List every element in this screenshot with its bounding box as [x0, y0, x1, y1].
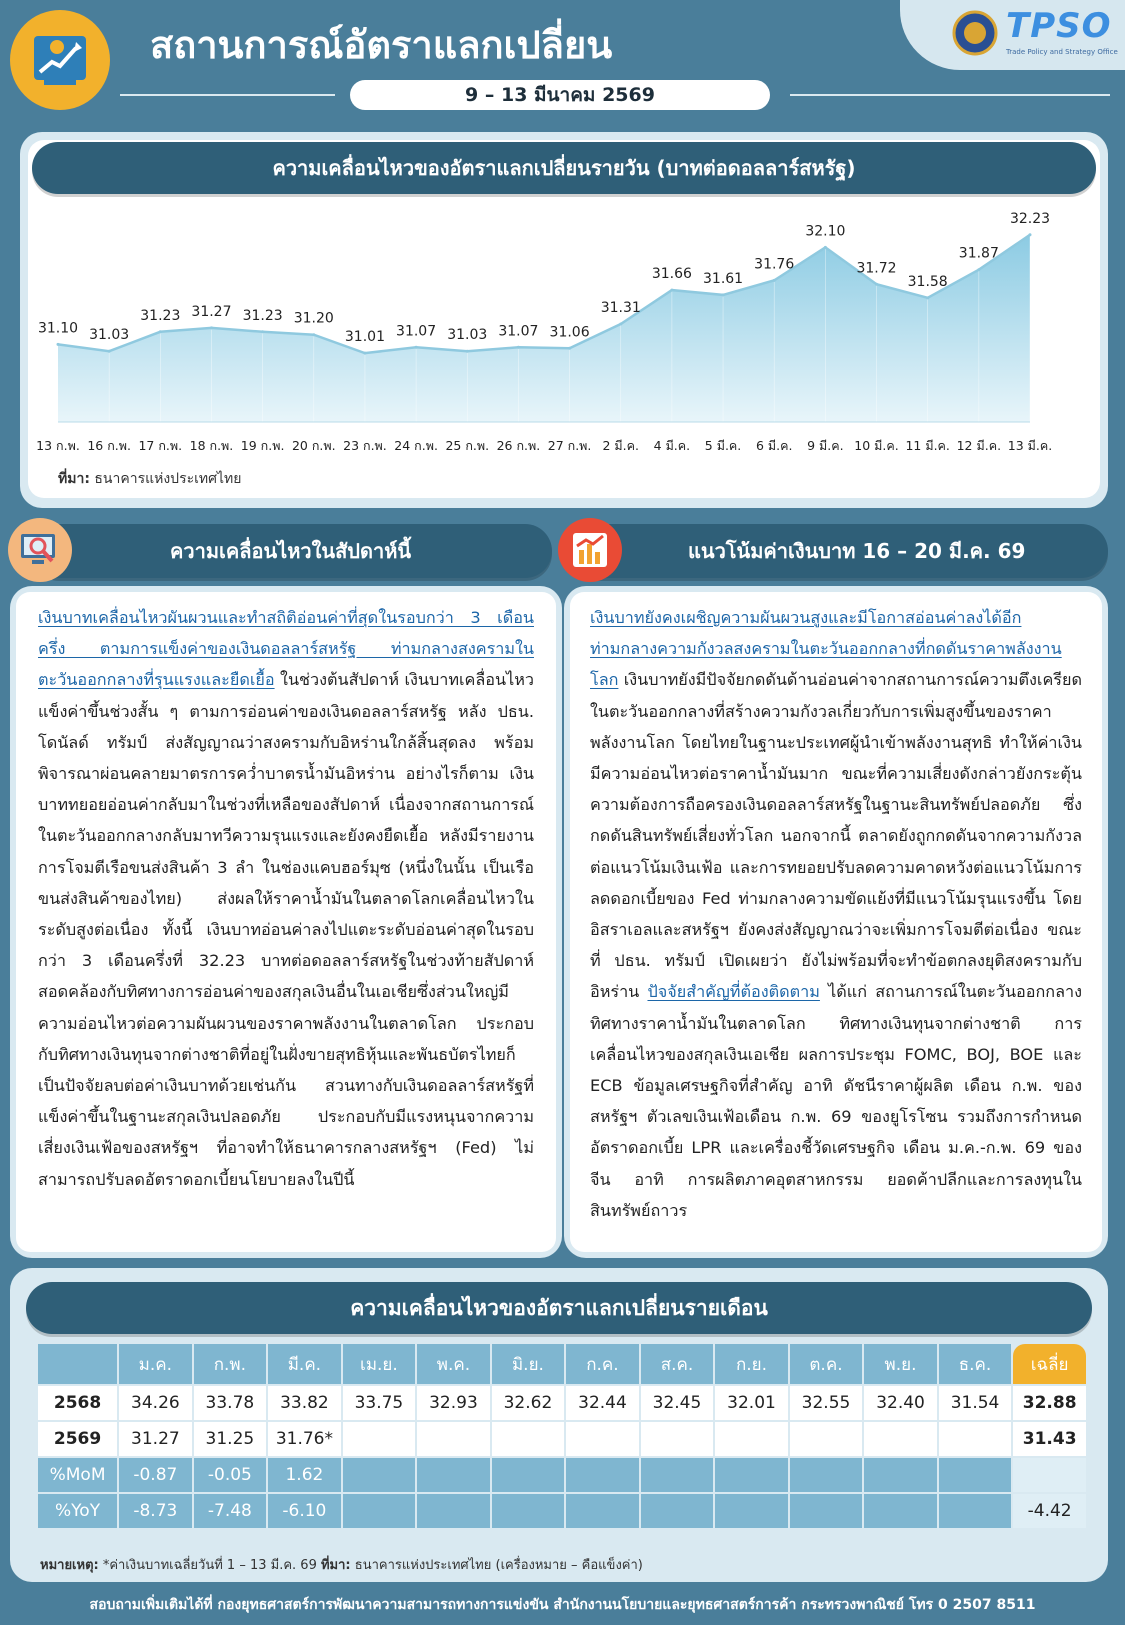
x-tick-label: 16 ก.พ.	[87, 438, 131, 453]
header-month-cell: ม.ค.	[119, 1344, 192, 1384]
outlook-highlight-2: ปัจจัยสำคัญที่ต้องติดตาม	[647, 982, 820, 1002]
average-cell	[1013, 1458, 1086, 1492]
header-month-cell: ก.พ.	[194, 1344, 267, 1384]
data-label: 31.23	[242, 307, 283, 324]
table-cell	[492, 1422, 565, 1456]
table-cell: 33.78	[194, 1386, 267, 1420]
data-point	[977, 268, 980, 271]
header-average-cell: เฉลี่ย	[1013, 1344, 1086, 1384]
data-label: 31.76	[754, 256, 795, 273]
table-row	[38, 1458, 1086, 1492]
data-point	[57, 343, 60, 346]
header-month-cell: ต.ค.	[790, 1344, 863, 1384]
header-month-cell: ก.ย.	[715, 1344, 788, 1384]
row-label-cell: 2569	[38, 1422, 117, 1456]
table-cell	[566, 1494, 639, 1528]
data-label: 31.06	[549, 324, 590, 341]
monthly-source-text: ธนาคารแห่งประเทศไทย (เครื่องหมาย – คือแข็งค่า)	[354, 1558, 643, 1573]
x-tick-label: 18 ก.พ.	[189, 438, 234, 453]
footer-text: สอบถามเพิ่มเติมได้ที่ กองยุทธศาสตร์การพัฒนาความสามารถทางการแข่งขัน สำนักงานนโยบายและยุทธศาสตร์การค้า กระทรวงพาณิชย์ โทร 0 2507 8511	[89, 1597, 1036, 1613]
x-tick-label: 17 ก.พ.	[138, 438, 183, 453]
table-cell	[790, 1422, 863, 1456]
table-cell	[641, 1458, 714, 1492]
outlook-paragraph	[590, 602, 1082, 1226]
table-cell	[566, 1458, 639, 1492]
table-cell	[939, 1422, 1012, 1456]
daily-chart-svg	[20, 132, 1108, 508]
table-cell	[864, 1422, 937, 1456]
header-icon-badge	[10, 10, 110, 110]
daily-chart-panel	[20, 132, 1108, 508]
table-cell: 32.93	[417, 1386, 490, 1420]
table-cell: 33.82	[268, 1386, 341, 1420]
monthly-header-row	[38, 1344, 1086, 1384]
data-point	[159, 330, 162, 333]
week-paragraph	[38, 602, 534, 1195]
table-cell: 33.75	[343, 1386, 416, 1420]
data-label: 31.03	[447, 327, 488, 344]
x-tick-label: 5 มี.ค.	[704, 438, 742, 453]
table-cell: 32.44	[566, 1386, 639, 1420]
x-tick-label: 11 มี.ค.	[905, 438, 950, 453]
table-cell: 31.25	[194, 1422, 267, 1456]
table-cell	[492, 1458, 565, 1492]
daily-source-label: ที่มา:	[58, 471, 90, 487]
daily-source-text: ธนาคารแห่งประเทศไทย	[94, 471, 242, 487]
header-month-cell: พ.ค.	[417, 1344, 490, 1384]
table-cell	[343, 1422, 416, 1456]
week-text-box	[16, 592, 556, 1252]
table-cell	[939, 1494, 1012, 1528]
header-month-cell: ส.ค.	[641, 1344, 714, 1384]
row-label-cell: 2568	[38, 1386, 117, 1420]
table-cell: -8.73	[119, 1494, 192, 1528]
table-cell	[417, 1422, 490, 1456]
header-month-cell: ธ.ค.	[939, 1344, 1012, 1384]
table-corner-cell	[38, 1344, 117, 1384]
chart-up-icon	[30, 30, 90, 90]
row-label-cell: %MoM	[38, 1458, 117, 1492]
week-icon-badge	[8, 518, 72, 582]
data-label: 31.10	[37, 320, 79, 337]
monthly-note	[40, 1554, 643, 1575]
data-point	[926, 296, 929, 299]
data-point	[312, 333, 315, 336]
table-cell	[790, 1494, 863, 1528]
x-tick-label: 13 ก.พ.	[36, 438, 80, 453]
outlook-text-box	[570, 592, 1102, 1252]
outlook-panel	[564, 586, 1108, 1258]
table-cell: 32.55	[790, 1386, 863, 1420]
table-cell: 31.54	[939, 1386, 1012, 1420]
table-cell: -6.10	[268, 1494, 341, 1528]
table-cell	[864, 1494, 937, 1528]
title-rule-right	[790, 94, 1110, 96]
data-point	[670, 289, 673, 292]
x-tick-label: 27 ก.พ.	[547, 438, 592, 453]
data-point	[363, 352, 366, 355]
table-row	[38, 1422, 1086, 1456]
average-cell: -4.42	[1013, 1494, 1086, 1528]
daily-chart-title: ความเคลื่อนไหวของอัตราแลกเปลี่ยนรายวัน (บาทต่อดอลลาร์สหรัฐ)	[32, 142, 1096, 194]
monthly-note-label: หมายเหตุ:	[40, 1558, 99, 1573]
header-month-cell: พ.ย.	[864, 1344, 937, 1384]
table-cell: 32.40	[864, 1386, 937, 1420]
data-point	[210, 326, 213, 329]
magnifier-monitor-icon	[18, 528, 62, 572]
table-cell	[715, 1422, 788, 1456]
x-tick-label: 2 มี.ค.	[602, 438, 639, 453]
x-tick-label: 12 มี.ค.	[956, 438, 1002, 453]
monthly-table	[36, 1342, 1088, 1530]
table-cell	[343, 1494, 416, 1528]
x-tick-label: 10 มี.ค.	[854, 438, 899, 453]
header-month-cell: มี.ค.	[268, 1344, 341, 1384]
week-highlight: เงินบาทเคลื่อนไหวผันผวนและทำสถิติอ่อนค่าที่สุดในรอบกว่า 3 เดือนครึ่ง ตามการแข็งค่าของเงินดอลลาร์สหรัฐ ท่ามกลางสงครามในตะวันออกกลางที่รุนแรงและยืดเยื้อ	[38, 608, 534, 690]
table-row	[38, 1386, 1086, 1420]
data-label: 31.31	[600, 300, 641, 317]
table-cell: 32.62	[492, 1386, 565, 1420]
table-cell	[864, 1458, 937, 1492]
data-label: 31.23	[140, 307, 181, 324]
daily-source	[58, 468, 241, 490]
header-month-cell: เม.ย.	[343, 1344, 416, 1384]
outlook-title	[570, 524, 1108, 578]
table-cell: 31.27	[119, 1422, 192, 1456]
data-point	[773, 279, 776, 282]
x-tick-label: 20 ก.พ.	[291, 438, 336, 453]
table-cell	[641, 1494, 714, 1528]
data-label: 31.72	[856, 260, 897, 277]
data-label: 32.23	[1009, 210, 1051, 227]
outlook-body: เงินบาทยังมีปัจจัยกดดันด้านอ่อนค่าจากสถานการณ์ความตึงเครียดในตะวันออกกลางที่สร้างความกังวลเกี่ยวกับการเพิ่มสูงขึ้นของราคาพลังงานโลก โดยไทยในฐานะประเทศผู้นำเข้าพลังงานสุทธิ ทำให้ค่าเงินมีความอ่อนไหวต่อราคาน้ำมันมาก ขณะที่ความเสี่ยงดังกล่าวยังกระตุ้นความต้องการถือครองเงินดอลลาร์สหรัฐในฐานะสินทรัพย์ปลอดภัย ซึ่งกดดันสินทรัพย์เสี่ยงทั่วโลก นอกจากนี้ ตลาดยังถูกกดดันจากความกังวลต่อแนวโน้มเงินเฟ้อ และการทยอยปรับลดความคาดหวังต่อแนวโน้มการลดดอกเบี้ยของ Fed ท่ามกลางความขัดแย้งที่มีแนวโน้มรุนแรงขึ้น โดยอิสราเอลและสหรัฐฯ ยังคงส่งสัญญาณว่าจะเพิ่มการโจมตีต่อเนื่อง ขณะที่ ปธน. ทรัมป์ เปิดเผยว่า ยังไม่พร้อมที่จะทำข้อตกลงยุติสงครามกับอิหร่าน	[590, 670, 1082, 1002]
table-cell: 1.62	[268, 1458, 341, 1492]
data-label: 31.87	[958, 245, 999, 262]
data-label: 31.20	[293, 310, 334, 327]
monthly-table-wrap	[36, 1342, 1088, 1530]
data-point	[722, 293, 725, 296]
x-tick-label: 24 ก.พ.	[394, 438, 438, 453]
data-point	[415, 346, 418, 349]
x-tick-label: 23 ก.พ.	[343, 438, 387, 453]
x-tick-label: 13 มี.ค.	[1007, 438, 1053, 453]
data-label: 31.27	[191, 303, 232, 320]
data-label: 31.07	[396, 323, 437, 340]
ministry-seal-icon	[952, 10, 998, 56]
data-point	[1029, 233, 1032, 236]
logo-subtext: Trade Policy and Strategy Office	[1006, 48, 1118, 56]
data-point	[619, 323, 622, 326]
week-title-text: ความเคลื่อนไหวในสัปดาห์นี้	[170, 539, 412, 563]
page-title: สถานการณ์อัตราแลกเปลี่ยน	[150, 23, 613, 67]
week-body: ในช่วงต้นสัปดาห์ เงินบาทเคลื่อนไหวแข็งค่าขึ้นช่วงสั้น ๆ ตามการอ่อนค่าของเงินดอลลาร์สหรัฐ หลัง ปธน. โดนัลด์ ทรัมป์ ส่งสัญญาณว่าสงครามกับอิหร่านใกล้สิ้นสุดลง พร้อมพิจารณาผ่อนคลายมาตรการคว่ำบาตรน้ำมันอิหร่าน อย่างไรก็ตาม เงินบาททยอยอ่อนค่ากลับมาในช่วงที่เหลือของสัปดาห์ เนื่องจากสถานการณ์ในตะวันออกกลางกลับมาทวีความรุนแรงและยังคงยืดเยื้อ หลังมีรายงานการโจมตีเรือขนส่งสินค้า 3 ลำ ในช่องแคบฮอร์มุซ (หนึ่งในนั้น เป็นเรือขนส่งสินค้าของไทย) ส่งผลให้ราคาน้ำมันในตลาดโลกเคลื่อนไหวในระดับสูงต่อเนื่อง ทั้งนี้ เงินบาทอ่อนค่าลงไปแตะระดับอ่อนค่าสุดในรอบกว่า 3 เดือนครึ่งที่ 32.23 บาทต่อดอลลาร์สหรัฐในช่วงท้ายสัปดาห์ สอดคล้องกับทิศทางการอ่อนค่าของสกุลเงินอื่นในเอเชียซึ่งส่วนใหญ่มีความอ่อนไหวต่อความผันผวนของราคาพลังงานในตลาดโลก ประกอบกับทิศทางเงินทุนจากต่างชาติที่อยู่ในฝั่งขายสุทธิหุ้นและพันธบัตรไทยก็เป็นปัจจัยลบต่อค่าเงินบาทด้วยเช่นกัน สวนทางกับเงินดอลลาร์สหรัฐที่แข็งค่าขึ้นในฐานะสกุลเงินปลอดภัย ประกอบกับมีแรงหนุนจากความเสี่ยงเงินเฟ้อของสหรัฐฯ ที่อาจทำให้ธนาคารกลางสหรัฐฯ (Fed) ไม่สามารถปรับลดอัตราดอกเบี้ยนโยบายลงในปีนี้	[38, 670, 534, 1189]
data-label: 31.66	[651, 266, 692, 283]
data-point	[108, 350, 111, 353]
table-cell: -7.48	[194, 1494, 267, 1528]
title-rule-left	[120, 94, 335, 96]
table-cell: 31.76*	[268, 1422, 341, 1456]
bar-chart-icon	[570, 530, 610, 570]
monthly-source-label: ที่มา:	[320, 1558, 351, 1573]
x-tick-label: 26 ก.พ.	[496, 438, 541, 453]
x-tick-label: 9 มี.ค.	[807, 438, 844, 453]
header-month-cell: มิ.ย.	[492, 1344, 565, 1384]
table-row	[38, 1494, 1086, 1528]
date-range: 9 – 13 มีนาคม 2569	[350, 80, 770, 110]
x-tick-label: 25 ก.พ.	[445, 438, 490, 453]
table-cell: -0.87	[119, 1458, 192, 1492]
outlook-body-2: ได้แก่ สถานการณ์ในตะวันออกกลาง ทิศทางราคาน้ำมันในตลาดโลก ทิศทางเงินทุนจากต่างชาติ การเคลื่อนไหวของสกุลเงินเอเชีย ผลการประชุม FOMC, BOJ, BOE และ ECB ข้อมูลเศรษฐกิจที่สำคัญ อาทิ ดัชนีราคาผู้ผลิต เดือน ก.พ. ของสหรัฐฯ ตัวเลขเงินเฟ้อเดือน ก.พ. 69 ของยูโรโซน รวมถึงการกำหนดอัตราดอกเบี้ย LPR และเครื่องชี้วัดเศรษฐกิจ เดือน ม.ค.-ก.พ. 69 ของจีน อาทิ การผลิตภาคอุตสาหกรรม ยอดค้าปลีกและการลงทุนในสินทรัพย์ถาวร	[590, 982, 1082, 1220]
data-label: 31.03	[89, 327, 130, 344]
table-cell	[417, 1494, 490, 1528]
table-cell	[790, 1458, 863, 1492]
week-title	[32, 524, 552, 578]
logo-text: TPSO	[1006, 6, 1112, 46]
average-cell: 32.88	[1013, 1386, 1086, 1420]
table-cell: 34.26	[119, 1386, 192, 1420]
outlook-icon-badge	[558, 518, 622, 582]
week-panel	[10, 586, 562, 1258]
data-point	[517, 346, 520, 349]
outlook-highlight: เงินบาทยังคงเผชิญความผันผวนสูงและมีโอกาสอ่อนค่าลงได้อีก ท่ามกลางความกังวลสงครามในตะวันออกกลางที่กดดันราคาพลังงานโลก	[590, 608, 1062, 690]
data-point	[824, 246, 827, 249]
data-point	[568, 347, 571, 350]
monthly-note-text: *ค่าเงินบาทเฉลี่ยวันที่ 1 – 13 มี.ค. 69	[102, 1558, 317, 1573]
data-label: 32.10	[805, 223, 846, 240]
monthly-panel	[10, 1268, 1108, 1582]
x-tick-label: 6 มี.ค.	[755, 438, 793, 453]
table-cell	[566, 1422, 639, 1456]
table-cell	[343, 1458, 416, 1492]
data-label: 31.01	[344, 329, 385, 346]
logo-area	[900, 0, 1125, 70]
table-cell: 32.45	[641, 1386, 714, 1420]
table-cell	[492, 1494, 565, 1528]
data-label: 31.07	[498, 323, 539, 340]
table-cell	[641, 1422, 714, 1456]
monthly-title: ความเคลื่อนไหวของอัตราแลกเปลี่ยนรายเดือน	[26, 1282, 1092, 1334]
data-label: 31.58	[907, 273, 948, 290]
table-cell: 32.01	[715, 1386, 788, 1420]
data-point	[875, 283, 878, 286]
header-month-cell: ก.ค.	[566, 1344, 639, 1384]
monthly-body	[38, 1386, 1086, 1528]
table-cell	[939, 1458, 1012, 1492]
x-tick-label: 19 ก.พ.	[240, 438, 285, 453]
table-cell	[417, 1458, 490, 1492]
average-cell: 31.43	[1013, 1422, 1086, 1456]
outlook-title-text: แนวโน้มค่าเงินบาท 16 – 20 มี.ค. 69	[688, 539, 1026, 563]
data-point	[261, 330, 264, 333]
table-cell	[715, 1458, 788, 1492]
data-point	[466, 350, 469, 353]
row-label-cell: %YoY	[38, 1494, 117, 1528]
data-label: 31.61	[703, 270, 744, 287]
table-cell	[715, 1494, 788, 1528]
x-tick-label: 4 มี.ค.	[653, 438, 691, 453]
table-cell: -0.05	[194, 1458, 267, 1492]
